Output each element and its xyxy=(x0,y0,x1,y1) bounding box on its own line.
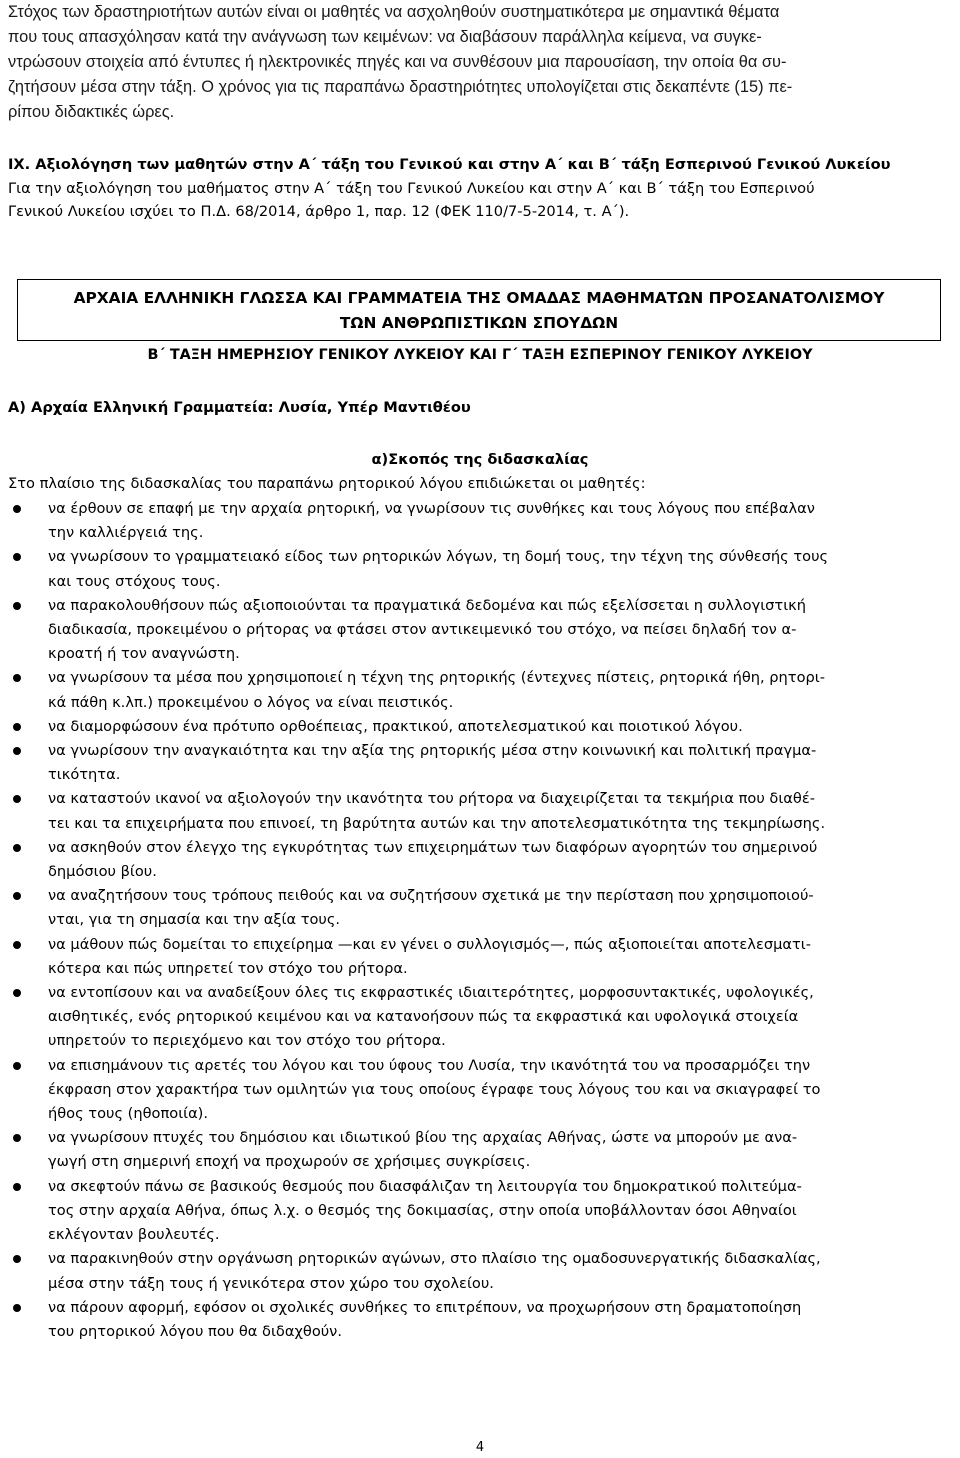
list-item-line: να ασκηθούν στον έλεγχο της εγκυρότητας των επιχειρημάτων των διαφόρων αγορητών του σημερινού xyxy=(48,838,818,856)
list-item xyxy=(0,933,960,981)
course-title-line1: ΑΡΧΑΙΑ ΕΛΛΗΝΙΚΗ ΓΛΩΣΣΑ ΚΑΙ ΓΡΑΜΜΑΤΕΙΑ ΤΗΣ ΟΜΑΔΑΣ ΜΑΘΗΜΑΤΩΝ ΠΡΟΣΑΝΑΤΟΛΙΣΜΟΥ xyxy=(73,289,885,307)
list-item-line: να επισημάνουν τις αρετές του λόγου και του ύφους του Λυσία, την ικανότητά του να προσαρμόζει την xyxy=(48,1056,811,1074)
course-title-line2: ΤΩΝ ΑΝΘΡΩΠΙΣΤΙΚΩΝ ΣΠΟΥΔΩΝ xyxy=(339,314,619,332)
bullet-dot-icon xyxy=(13,505,21,513)
bullet-dot-icon xyxy=(13,674,21,682)
bullet-dot-icon xyxy=(13,989,21,997)
intro-line: Στόχος των δραστηριοτήτων αυτών είναι οι μαθητές να ασχοληθούν συστηματικότερα με σημαντικά θέματα xyxy=(8,3,780,21)
bullet-dot-icon xyxy=(13,747,21,755)
intro-line: που τους απασχόλησαν κατά την ανάγνωση των κειμένων: να διαβάσουν παράλληλα κείμενα, να συγκε- xyxy=(8,28,762,46)
list-item xyxy=(0,739,960,787)
bullet-dot-icon xyxy=(13,602,21,610)
list-item xyxy=(0,497,960,545)
section-ix-line: Για την αξιολόγηση του μαθήματος στην Α΄ τάξη του Γενικού Λυκείου και στην Α΄ και Β΄ τάξη του Εσπερινού xyxy=(8,179,815,197)
list-item-line: υπηρετούν το περιεχόμενο και τον στόχο του ρήτορα. xyxy=(48,1032,446,1050)
bullet-dot-icon xyxy=(13,795,21,803)
list-item-line: να αναζητήσουν τους τρόπους πειθούς και να συζητήσουν σχετικά με την περίσταση που χρησιμοποιού- xyxy=(48,887,814,905)
goal-heading: α)Σκοπός της διδασκαλίας xyxy=(371,451,589,468)
list-item xyxy=(0,666,960,714)
list-item-line: να παρακινηθούν στην οργάνωση ρητορικών αγώνων, στο πλαίσιο της ομαδοσυνεργατικής διδασκαλίας, xyxy=(48,1250,821,1268)
bullet-dot-icon xyxy=(13,553,21,561)
list-item xyxy=(0,715,960,739)
intro-line: ρίπου διδακτικές ώρες. xyxy=(8,103,175,121)
bullet-dot-icon xyxy=(13,844,21,852)
list-item-line: την καλλιέργειά της. xyxy=(48,524,204,542)
list-item xyxy=(0,1126,960,1174)
list-item-line: κροατή ή τον αναγνώστη. xyxy=(48,645,240,663)
list-item-line: να καταστούν ικανοί να αξιολογούν την ικανότητα του ρήτορα να διαχειρίζεται τα τεκμήρια που διαθέ- xyxy=(48,790,815,808)
page-number: 4 xyxy=(475,1440,485,1455)
list-item-line: γωγή στη σημερινή εποχή να προχωρούν σε χρήσιμες συγκρίσεις. xyxy=(48,1153,531,1171)
list-item-line: τει και τα επιχειρήματα που επινοεί, τη βαρύτητα αυτών και την αποτελεσματικότητα της τεκμηρίωσης. xyxy=(48,814,826,832)
list-item-line: κότερα και πώς υπηρετεί τον στόχο του ρήτορα. xyxy=(48,959,408,977)
section-ix-line: Γενικού Λυκείου ισχύει το Π.Δ. 68/2014, άρθρο 1, παρ. 12 (ΦΕΚ 110/7-5-2014, τ. Α΄). xyxy=(8,203,630,220)
list-item-line: να γνωρίσουν πτυχές του δημόσιου και ιδιωτικού βίου της αρχαίας Αθήνας, ώστε να μπορούν με ανα- xyxy=(48,1129,798,1147)
list-item xyxy=(0,545,960,593)
bullet-dot-icon xyxy=(13,1134,21,1142)
list-item-line: και τους στόχους τους. xyxy=(48,572,221,590)
list-item-line: να πάρουν αφορμή, εφόσον οι σχολικές συνθήκες το επιτρέπουν, να προχωρήσουν στη δραματοποίηση xyxy=(48,1298,802,1316)
bullet-dot-icon xyxy=(13,1183,21,1191)
bullet-dot-icon xyxy=(13,1304,21,1312)
bullet-dot-icon xyxy=(13,892,21,900)
section-ix xyxy=(8,153,952,224)
list-item-line: ήθος τους (ηθοποιία). xyxy=(48,1105,209,1123)
list-item-line: του ρητορικού λόγου που θα διδαχθούν. xyxy=(48,1322,342,1340)
list-item-line: τος στην αρχαία Αθήνα, όπως λ.χ. ο θεσμός της δοκιμασίας, στην οποία υποβάλλονταν όσοι Αθηναίοι xyxy=(48,1201,797,1219)
bullet-dot-icon xyxy=(13,941,21,949)
list-item xyxy=(0,1296,960,1344)
list-item-line: να γνωρίσουν το γραμματειακό είδος των ρητορικών λόγων, τη δομή τους, την τέχνη της σύνθεσής τους xyxy=(48,548,829,566)
section-a-heading: Α) Αρχαία Ελληνική Γραμματεία: Λυσία, Υπέρ Μαντιθέου xyxy=(8,399,471,416)
list-item-line: τικότητα. xyxy=(48,766,121,784)
course-title-box xyxy=(17,279,941,341)
intro-paragraph xyxy=(8,0,952,125)
list-item xyxy=(0,884,960,932)
list-item xyxy=(0,1054,960,1127)
list-item xyxy=(0,1247,960,1295)
list-item-line: να γνωρίσουν την αναγκαιότητα και την αξία της ρητορικής μέσα στην κοινωνική και πολιτική πραγμα- xyxy=(48,742,817,760)
list-item-line: εκλέγονταν βουλευτές. xyxy=(48,1226,220,1244)
list-item-line: αισθητικές, ενός ρητορικού κειμένου και να κατανοήσουν πώς τα εκφραστικά και υφολογικά στοιχεία xyxy=(48,1008,799,1026)
list-item-line: μέσα στην τάξη τους ή γενικότερα στον χώρο του σχολείου. xyxy=(48,1274,494,1292)
intro-line: ζητήσουν μέσα στην τάξη. Ο χρόνος για τις παραπάνω δραστηριότητες υπολογίζεται στις δεκαπέντε (15) πε- xyxy=(8,78,793,96)
list-item-line: νται, για τη σημασία και την αξία τους. xyxy=(48,911,341,929)
list-item xyxy=(0,594,960,667)
list-item-line: έκφραση στον χαρακτήρα των ομιλητών για τους οποίους έγραφε τους λόγους του και να σκιαγραφεί το xyxy=(48,1080,821,1098)
section-ix-heading: IX. Αξιολόγηση των μαθητών στην Α΄ τάξη του Γενικού και στην Α΄ και Β΄ τάξη Εσπερινού Γενικού Λυκείου xyxy=(8,156,891,173)
list-item xyxy=(0,1175,960,1248)
list-item-line: να γνωρίσουν τα μέσα που χρησιμοποιεί η τέχνη της ρητορικής (έντεχνες πίστεις, ρητορικά ήθη, ρητορι- xyxy=(48,669,825,687)
list-item-line: να έρθουν σε επαφή με την αρχαία ρητορική, να γνωρίσουν τις συνθήκες και τους λόγους που επέβαλαν xyxy=(48,500,815,517)
goal-intro: Στο πλαίσιο της διδασκαλίας του παραπάνω ρητορικού λόγου επιδιώκεται οι μαθητές: xyxy=(8,475,646,492)
bullet-dot-icon xyxy=(13,1062,21,1070)
grade-subtitle: Β΄ ΤΑΞΗ ΗΜΕΡΗΣΙΟΥ ΓΕΝΙΚΟΥ ΛΥΚΕΙΟΥ ΚΑΙ Γ΄ ΤΑΞΗ ΕΣΠΕΡΙΝΟΥ ΓΕΝΙΚΟΥ ΛΥΚΕΙΟΥ xyxy=(147,347,813,363)
list-item-line: δημόσιου βίου. xyxy=(48,863,157,881)
list-item-line: να σκεφτούν πάνω σε βασικούς θεσμούς που διασφάλιζαν τη λειτουργία του δημοκρατικού πολιτεύμα- xyxy=(48,1177,802,1195)
intro-line: ντρώσουν στοιχεία από έντυπες ή ηλεκτρονικές πηγές και να συνθέσουν μια παρουσίαση, την οποία θα συ- xyxy=(8,53,787,71)
list-item xyxy=(0,836,960,884)
list-item-line: να εντοπίσουν και να αναδείξουν όλες τις εκφραστικές ιδιαιτερότητες, μορφοσυντακτικές, υφολογικές, xyxy=(48,984,814,1002)
list-item-line: διαδικασία, προκειμένου ο ρήτορας να φτάσει στον αντικειμενικό του στόχο, να πείσει δηλαδή τον α- xyxy=(48,621,797,639)
bullet-dot-icon xyxy=(13,1255,21,1263)
list-item xyxy=(0,787,960,835)
bullet-dot-icon xyxy=(13,723,21,731)
list-item-line: να μάθουν πώς δομείται το επιχείρημα —και εν γένει ο συλλογισμός—, πώς αξιοποιείται αποτελεσματι- xyxy=(48,935,811,953)
list-item-line: να διαμορφώσουν ένα πρότυπο ορθοέπειας, πρακτικού, αποτελεσματικού και ποιοτικού λόγου. xyxy=(48,717,743,735)
list-item xyxy=(0,981,960,1054)
list-item-line: κά πάθη κ.λπ.) προκειμένου ο λόγος να είναι πειστικός. xyxy=(48,693,454,711)
goals-list xyxy=(0,497,960,1344)
list-item-line: να παρακολουθήσουν πώς αξιοποιούνται τα πραγματικά δεδομένα και πώς εξελίσσεται η συλλογιστική xyxy=(48,596,806,614)
